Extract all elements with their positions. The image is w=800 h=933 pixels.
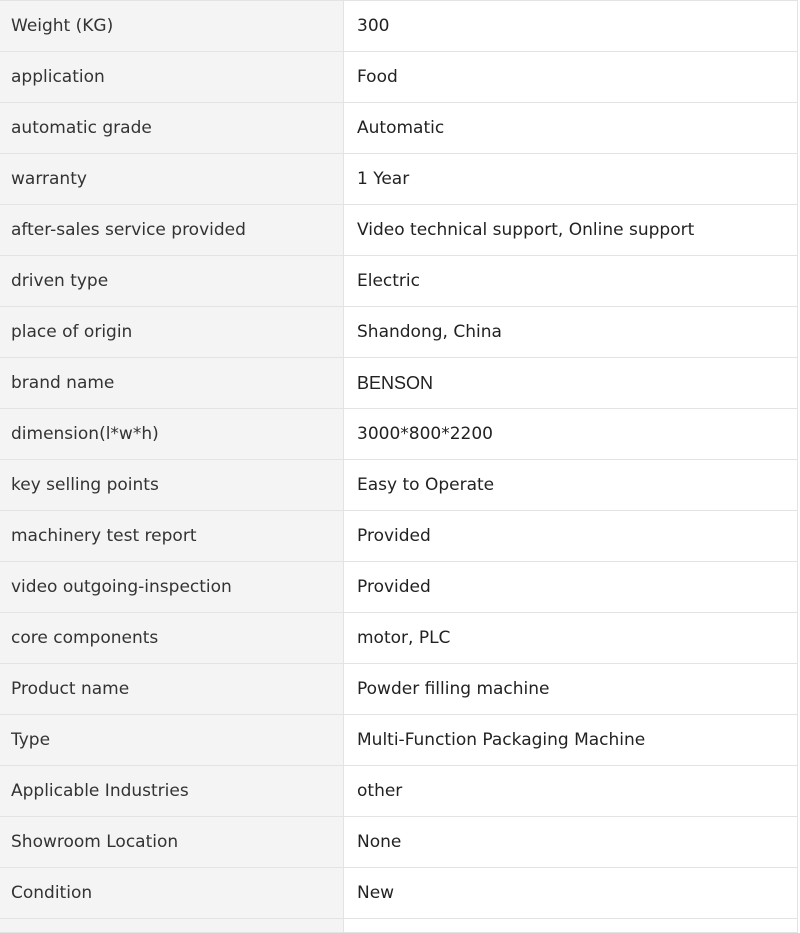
spec-row-place-of-origin	[0, 307, 797, 358]
spec-value: Automatic	[357, 118, 445, 138]
spec-label: Weight (KG)	[0, 1, 344, 51]
spec-label: driven type	[0, 256, 344, 306]
spec-row-key-selling-points	[0, 460, 797, 511]
spec-value: None	[357, 832, 402, 852]
spec-label: Showroom Location	[0, 817, 344, 867]
spec-label: after-sales service provided	[0, 205, 344, 255]
spec-value: 1 Year	[357, 169, 410, 189]
spec-label: key selling points	[0, 460, 344, 510]
spec-row-core-components	[0, 613, 797, 664]
spec-label: core components	[0, 613, 344, 663]
spec-row-dimension	[0, 409, 797, 460]
spec-label: application	[0, 52, 344, 102]
spec-value: motor, PLC	[357, 628, 451, 648]
spec-row-automatic-grade	[0, 103, 797, 154]
spec-row-weight	[0, 1, 797, 52]
spec-value: BENSON	[357, 372, 434, 393]
spec-row-warranty	[0, 154, 797, 205]
spec-value: Shandong, China	[357, 322, 502, 342]
spec-value-cutoff	[344, 919, 797, 932]
spec-value: Electric	[357, 271, 420, 291]
spec-value: Food	[357, 67, 398, 87]
spec-row-brand-name	[0, 358, 797, 409]
spec-label: dimension(l*w*h)	[0, 409, 344, 459]
spec-row-condition	[0, 868, 797, 919]
spec-row-type	[0, 715, 797, 766]
spec-value: other	[357, 781, 403, 801]
spec-label: Condition	[0, 868, 344, 918]
spec-row-showroom-location	[0, 817, 797, 868]
spec-row-application	[0, 52, 797, 103]
spec-value: Easy to Operate	[357, 475, 495, 495]
spec-value: Provided	[357, 526, 431, 546]
spec-row-applicable-industries	[0, 766, 797, 817]
spec-value: Powder filling machine	[357, 679, 550, 699]
spec-label: warranty	[0, 154, 344, 204]
spec-label: Type	[0, 715, 344, 765]
spec-label: automatic grade	[0, 103, 344, 153]
spec-label-cutoff	[0, 919, 344, 932]
spec-label: machinery test report	[0, 511, 344, 561]
spec-row-after-sales-service	[0, 205, 797, 256]
spec-row-product-name	[0, 664, 797, 715]
spec-value: Multi-Function Packaging Machine	[357, 730, 646, 750]
spec-label: video outgoing-inspection	[0, 562, 344, 612]
spec-label: Applicable Industries	[0, 766, 344, 816]
spec-label: brand name	[0, 358, 344, 408]
spec-value: 300	[357, 16, 390, 36]
spec-label: place of origin	[0, 307, 344, 357]
spec-value: Video technical support, Online support	[357, 220, 695, 240]
spec-value: New	[357, 883, 395, 903]
spec-row-driven-type	[0, 256, 797, 307]
spec-value: Provided	[357, 577, 431, 597]
spec-value: 3000*800*2200	[357, 424, 493, 444]
spec-row-machinery-test-report	[0, 511, 797, 562]
spec-row-video-outgoing-inspection	[0, 562, 797, 613]
spec-label: Product name	[0, 664, 344, 714]
